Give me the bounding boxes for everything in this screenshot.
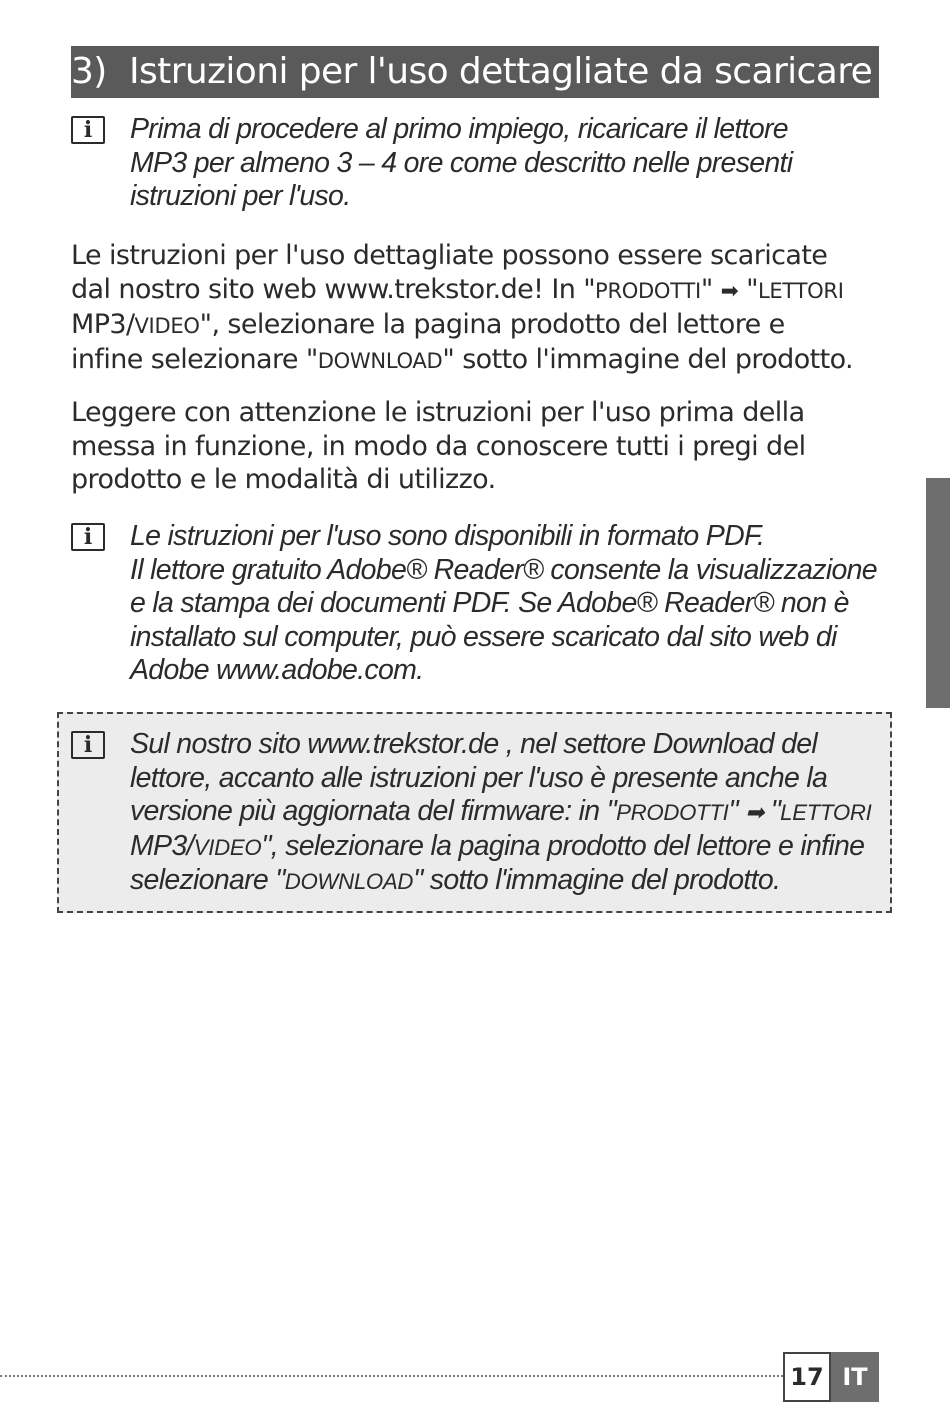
note-text: Sul nostro sito www.trekstor.de , nel settore Download del lettore, accanto alle istruzioni per l'uso è presente anche la versione più aggiornata del firmware: in "PRODOTTI" ➡ "LETTORI MP3/VIDEO", selezionare la pagina prodotto del lettore e infine selezionare "DOWNLOAD" sotto l'immagine del prodotto. — [130, 728, 872, 896]
paragraph-read-carefully: Leggere con attenzione le istruzioni per l'uso prima della messa in funzione, in modo da conoscere tutti i pregi del prodotto e le modalità di utilizzo. — [71, 397, 806, 495]
arrow-right-icon: ➡ — [745, 799, 764, 825]
paragraph-download-instructions: Le istruzioni per l'uso dettagliate possono essere scaricate dal nostro sito web www.trekstor.de! In "PRODOTTI" ➡ "LETTORI MP3/VIDEO", selezionare la pagina prodotto del lettore e infine selezionare "DOWNLOAD" sotto l'immagine del prodotto. — [71, 240, 854, 375]
section-title: Istruzioni per l'uso dettagliate da scaricare — [129, 51, 873, 92]
language-label: IT — [831, 1352, 879, 1402]
info-icon: i — [71, 116, 105, 144]
info-icon: i — [71, 523, 105, 551]
info-note-firmware — [71, 728, 881, 899]
info-note-charge — [71, 113, 881, 214]
info-icon: i — [71, 731, 105, 759]
info-note-pdf — [71, 520, 881, 688]
note-text: Prima di procedere al primo impiego, ricaricare il lettore MP3 per almeno 3 – 4 ore come descritto nelle presenti istruzioni per l'uso. — [130, 113, 793, 212]
section-number: 3) — [71, 51, 107, 92]
arrow-right-icon: ➡ — [720, 278, 739, 304]
footer-dotted-line — [0, 1375, 783, 1377]
note-text: Le istruzioni per l'uso sono disponibili in formato PDF. Il lettore gratuito Adobe® Reader® consente la visualizzazione e la stampa dei documenti PDF. Se Adobe® Reader® non è installato sul computer, può essere scaricato dal sito web di Adobe www.adobe.com. — [130, 520, 877, 686]
page-number: 17 — [783, 1352, 831, 1402]
section-heading — [71, 46, 879, 98]
side-thumb-tab — [926, 478, 950, 708]
